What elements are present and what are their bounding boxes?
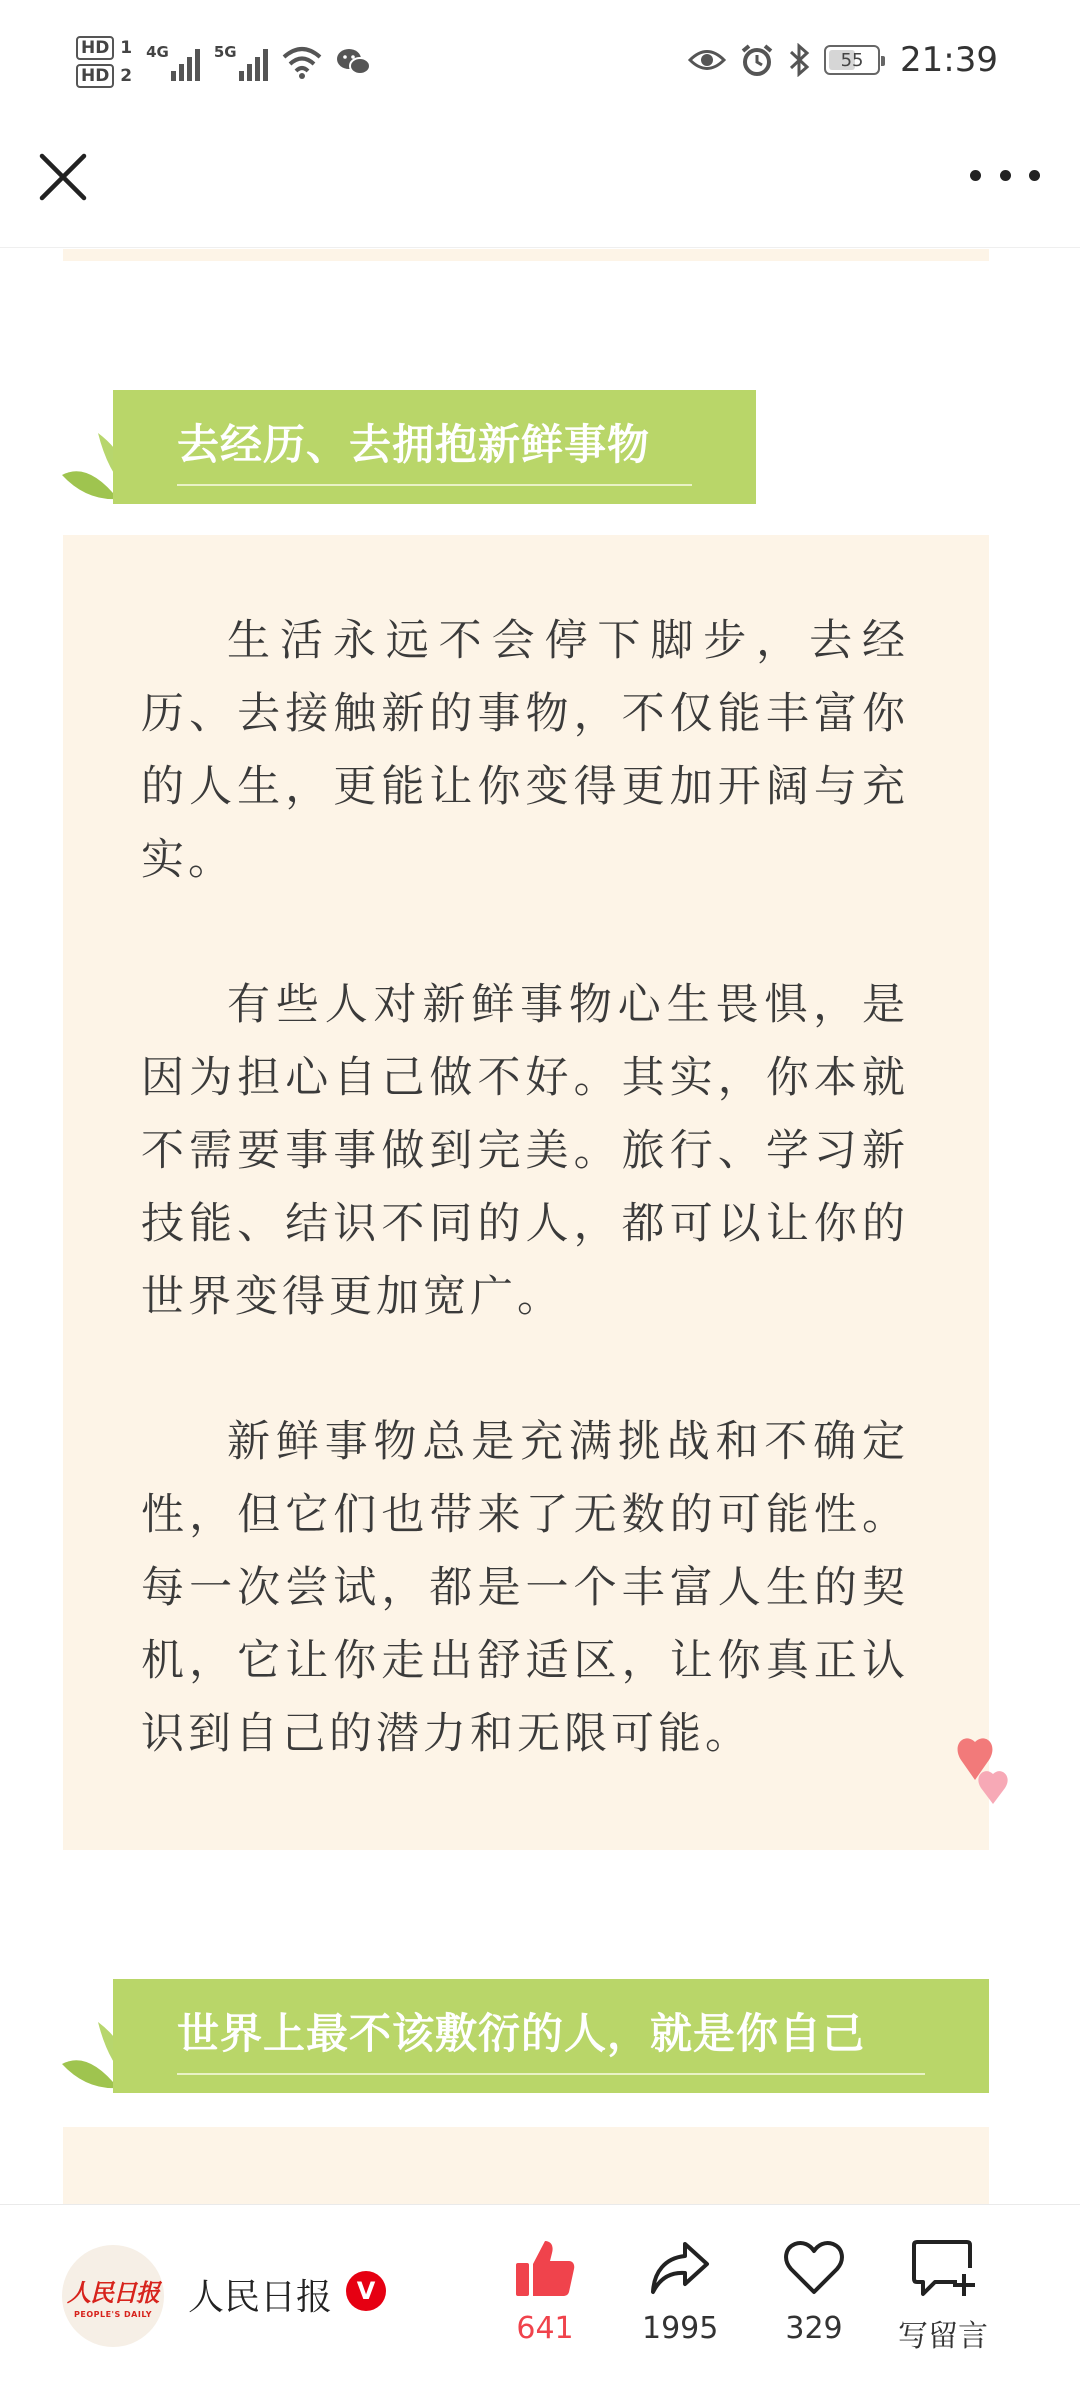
section-header (113, 1979, 989, 2093)
comment-add-icon (911, 2238, 975, 2298)
more-icon-dot (970, 170, 981, 181)
more-icon-dot (1029, 170, 1040, 181)
net-5g-label: 5G (213, 43, 237, 61)
top-nav (0, 130, 1080, 248)
section-title: 去经历、去拥抱新鲜事物 (177, 420, 651, 469)
close-button[interactable] (36, 150, 90, 204)
status-right (688, 40, 998, 80)
verified-badge: V (346, 2271, 386, 2311)
favorite-button[interactable] (779, 2233, 849, 2346)
section-title-underline (177, 484, 692, 486)
paragraph: 新鲜事物总是充满挑战和不确定性，但它们也带来了无数的可能性。每一次尝试，都是一个丰富人生的契机，它让你走出舒适区，让你真正认识到自己的潜力和无限可能。 (141, 1417, 909, 1759)
heart-icon (783, 2240, 845, 2296)
hd2-badge: HD (76, 64, 114, 88)
signal-5g (214, 43, 268, 81)
share-count: 1995 (642, 2311, 719, 2346)
clock: 21:39 (900, 40, 998, 80)
article-content[interactable] (0, 249, 1080, 2204)
comment-button[interactable] (898, 2233, 988, 2355)
previous-card-bottom (63, 249, 989, 261)
bottom-bar (0, 2204, 1080, 2388)
account-name[interactable]: 人民日报 (188, 2277, 333, 2318)
comment-label: 写留言 (898, 2319, 988, 2354)
account-avatar[interactable] (62, 2245, 164, 2347)
section-header (113, 390, 756, 504)
signal-bars-icon (239, 47, 268, 81)
account-logo-text: 人民日报 (67, 2278, 159, 2307)
eye-icon (688, 47, 726, 73)
account-logo-subtext: PEOPLE'S DAILY (73, 2310, 152, 2319)
paragraph: 有些人对新鲜事物心生畏惧，是因为担心自己做不好。其实，你本就不需要事事做到完美。旅行、学习新技能、结识不同的人，都可以让你的世界变得更加宽广。 (141, 980, 909, 1322)
wifi-icon (282, 45, 322, 79)
section-title: 世界上最不该敷衍的人，就是你自己 (177, 2009, 866, 2058)
share-button[interactable] (642, 2233, 718, 2346)
text-card (63, 535, 989, 1850)
battery-icon (824, 45, 880, 75)
favorite-count: 329 (785, 2311, 843, 2346)
net-4g-label: 4G (146, 43, 169, 61)
paragraph: 生活永远不会停下脚步，去经历、去接触新的事物，不仅能丰富你的人生，更能让你变得更加开阔与充实。 (141, 616, 909, 885)
close-icon (36, 150, 90, 204)
signal-4g (146, 43, 200, 81)
hearts-icon (955, 1734, 1015, 1824)
alarm-icon (740, 43, 774, 77)
hd-indicators (76, 36, 132, 88)
like-count: 641 (516, 2311, 574, 2346)
wechat-icon (336, 47, 372, 77)
next-card-top (63, 2127, 989, 2204)
section-title-underline (177, 2073, 925, 2075)
bluetooth-icon (788, 43, 810, 77)
hd1-badge: HD (76, 36, 114, 60)
share-icon (649, 2240, 711, 2296)
like-button[interactable] (510, 2233, 580, 2346)
status-bar (0, 0, 1080, 130)
status-left (76, 36, 372, 88)
hd2-sub: 2 (120, 66, 133, 86)
more-icon-dot (1000, 170, 1011, 181)
more-button[interactable] (970, 155, 1040, 195)
hd1-sub: 1 (120, 38, 133, 58)
thumbs-up-icon (514, 2237, 576, 2299)
battery-level: 55 (840, 49, 864, 71)
signal-bars-icon (171, 47, 200, 81)
